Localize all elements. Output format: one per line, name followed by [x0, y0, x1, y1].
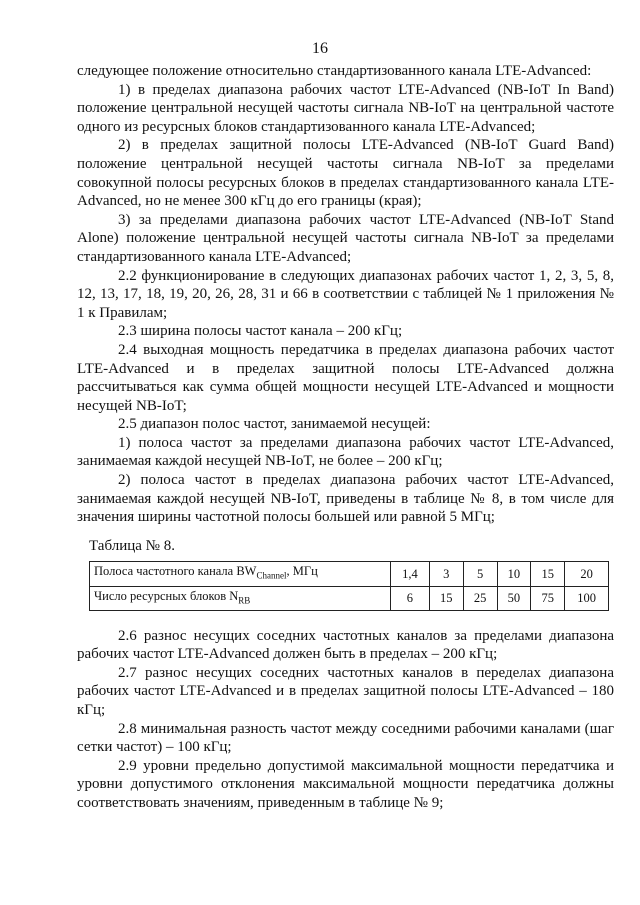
paragraph: 2.9 уровни предельно допустимой максимальной мощности передатчика и уровни допустимого отклонения максимальной мощности передатчика должны соответствовать значениям, приведенным в таблице № 9; — [77, 757, 614, 811]
page-number: 16 — [312, 40, 328, 57]
table-cell: 10 — [497, 562, 531, 586]
table-cell: 75 — [531, 586, 565, 610]
table-cell: 20 — [565, 562, 609, 586]
paragraph: 2.8 минимальная разность частот между соседними рабочими каналами (шаг сетки частот) – 100 кГц; — [77, 720, 614, 756]
table-cell: 1,4 — [391, 562, 430, 586]
paragraph: следующее положение относительно стандартизованного канала LTE-Advanced: — [77, 63, 592, 79]
paragraph: 1) в пределах диапазона рабочих частот LTE-Advanced (NB-IoT In Band) положение центральной несущей частоты сигнала NB-IoT на центральной частоте одного из ресурсных блоков стандартизованного канала LTE-Advanced; — [77, 81, 614, 135]
label-subscript: Channel — [256, 570, 287, 581]
paragraph: 2.3 ширина полосы частот канала – 200 кГц; — [118, 323, 403, 340]
paragraph: 2) в пределах защитной полосы LTE-Advanced (NB-IoT Guard Band) положение центральной несущей частоты сигнала NB-IoT за пределами совокупной полосы ресурсных блоков в пределах стандартизованного канала LTE-Advanced, но не менее 300 кГц до его границы (края); — [77, 137, 614, 210]
label-subscript: RB — [238, 595, 251, 606]
table-row-bandwidth — [90, 562, 609, 586]
table-row-label-resource-blocks — [90, 586, 391, 610]
paragraphs-bottom — [77, 627, 614, 813]
table-row-resource-blocks — [90, 586, 609, 610]
table-cell: 6 — [391, 586, 430, 610]
label-unit: , МГц — [286, 564, 318, 579]
label-text: Полоса частотного канала BW — [94, 564, 257, 579]
table-cell: 3 — [429, 562, 463, 586]
paragraph: 3) за пределами диапазона рабочих частот LTE-Advanced (NB-IoT Stand Alone) положение центральной несущей частоты сигнала NB-IoT за пределами стандартизованного канала LTE-Advanced; — [77, 211, 614, 265]
table-cell: 100 — [565, 586, 609, 610]
paragraph: 2.7 разнос несущих соседних частотных каналов в переделах диапазона рабочих частот LTE-Advanced и в пределах защитной полосы LTE-Advanced – 180 кГц; — [77, 664, 614, 718]
table-8 — [89, 561, 609, 610]
paragraphs-top — [77, 62, 614, 527]
spacer — [77, 611, 614, 627]
paragraph: 2.5 диапазон полос частот, занимаемой несущей: — [118, 416, 431, 433]
table-cell: 5 — [463, 562, 497, 586]
document-body — [77, 62, 614, 813]
table-cell: 50 — [497, 586, 531, 610]
table-cell: 15 — [429, 586, 463, 610]
paragraph: 2.6 разнос несущих соседних частотных каналов за пределами диапазона рабочих частот LTE-Advanced должен быть в пределах – 200 кГц; — [77, 627, 614, 663]
table-cell: 15 — [531, 562, 565, 586]
table-row-label-bandwidth — [90, 562, 391, 586]
paragraph: 2.4 выходная мощность передатчика в пределах диапазона рабочих частот LTE-Advanced и в пределах защитной полосы LTE-Advanced должна рассчитываться как сумма общей мощности несущей LTE-Advanced и мощности несущей NB-IoT; — [77, 341, 614, 414]
label-text: Число ресурсных блоков N — [94, 588, 239, 603]
paragraph: 2) полоса частот в пределах диапазона рабочих частот LTE-Advanced, занимаемая каждой несущей NB-IoT, приведены в таблице № 8, в том числе для значения ширины частотной полосы большей или равной 5 МГц; — [77, 472, 614, 526]
paragraph: 2.2 функционирование в следующих диапазонах рабочих частот 1, 2, 3, 5, 8, 12, 13, 17, 18, 19, 20, 26, 28, 31 и 66 в соответствии с таблицей № 1 приложения № 1 к Правилам; — [77, 267, 614, 321]
paragraph: 1) полоса частот за пределами диапазона рабочих частот LTE-Advanced, занимаемая каждой несущей NB-IoT, не более – 200 кГц; — [77, 434, 614, 470]
table-cell: 25 — [463, 586, 497, 610]
table-caption: Таблица № 8. — [89, 537, 175, 554]
